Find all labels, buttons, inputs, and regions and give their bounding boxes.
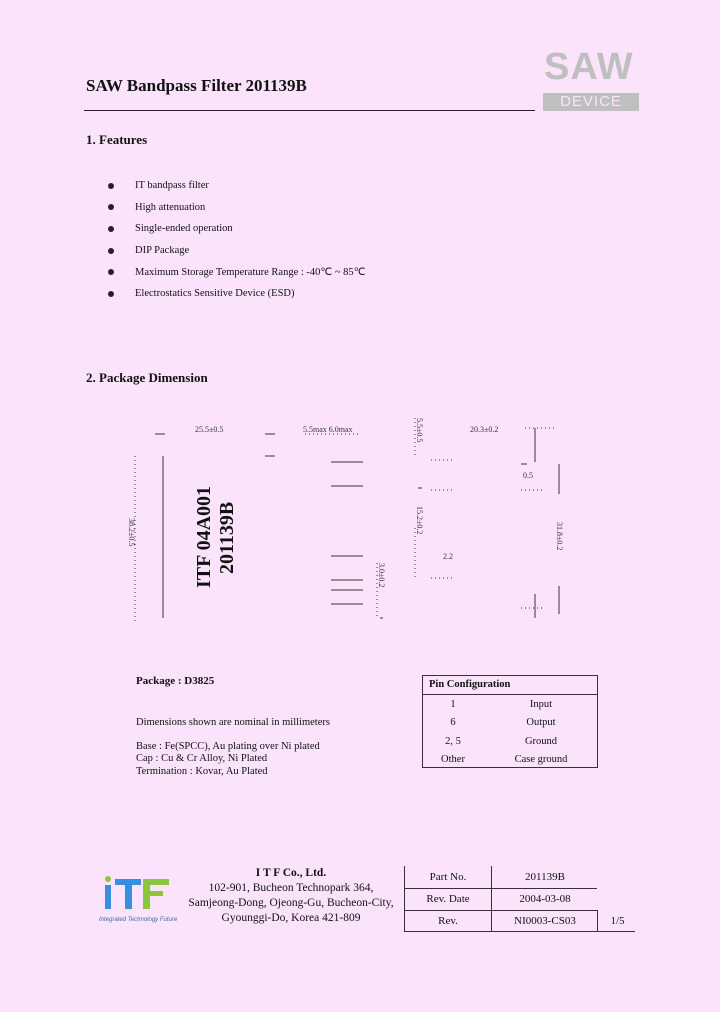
dim-pin-pitch-label: 15.2±0.2 xyxy=(415,506,424,535)
page-number: 1/5 xyxy=(597,910,637,932)
dim-width-label: 25.5±0.5 xyxy=(195,425,224,434)
pin-number: 1 xyxy=(450,698,456,710)
part-marking-line2: 201139B xyxy=(216,501,238,574)
pin-number: 2, 5 xyxy=(445,735,461,747)
company-address xyxy=(180,866,402,926)
rev-date-label: Rev. Date xyxy=(426,893,470,905)
pin-number: 6 xyxy=(450,717,456,729)
bullet-icon xyxy=(108,291,114,297)
address-line: Gyounggi-Do, Korea 421-809 xyxy=(221,912,361,924)
saw-device-logo xyxy=(543,46,639,112)
table-row xyxy=(422,732,598,751)
bullet-icon xyxy=(108,226,114,232)
dim-lead-label: 20.3±0.2 xyxy=(470,425,499,434)
feature-item: Maximum Storage Temperature Range : -40℃ ~ 85℃ xyxy=(108,261,365,283)
address-line: Samjeong-Dong, Ojeong-Gu, Bucheon-City, xyxy=(188,897,394,909)
dim-right-label: 31.8±0.2 xyxy=(555,522,564,551)
rev-value: NI0003-CS03 xyxy=(491,910,598,932)
pin-config-title: Pin Configuration xyxy=(422,675,598,695)
pin-name: Input xyxy=(529,698,553,710)
logo-sub-text: DEVICE xyxy=(543,93,639,111)
pin-config-table xyxy=(422,675,598,769)
package-notes xyxy=(136,717,330,778)
feature-item: IT bandpass filter xyxy=(108,175,365,197)
package-label: Package : D3825 xyxy=(136,675,215,687)
table-row xyxy=(422,751,598,770)
table-row xyxy=(422,695,598,714)
feature-item: Single-ended operation xyxy=(108,218,365,240)
company-name: I T F Co., Ltd. xyxy=(255,867,327,879)
dim-pin-width-label: 2.2 xyxy=(443,552,453,561)
note-line: Termination : Kovar, Au Plated xyxy=(136,765,268,777)
pin-name: Ground xyxy=(524,735,558,747)
page-title: SAW Bandpass Filter 201139B xyxy=(86,76,307,95)
dim-small-label: 3.0±0.2 xyxy=(377,563,386,588)
itf-logo xyxy=(99,873,179,925)
feature-item: Electrostatics Sensitive Device (ESD) xyxy=(108,283,365,305)
bullet-icon xyxy=(108,248,114,254)
note-line: Dimensions shown are nominal in millimeters xyxy=(136,717,330,728)
package-dimension-heading: 2. Package Dimension xyxy=(86,370,208,385)
part-no-label: Part No. xyxy=(429,871,467,883)
address-line: 102-901, Bucheon Technopark 364, xyxy=(208,882,374,894)
feature-item: DIP Package xyxy=(108,240,365,262)
itf-tagline: Integrated Technology Future xyxy=(99,917,178,923)
dim-thickness-label: 5.5max 6.0max xyxy=(303,425,353,434)
table-row xyxy=(422,714,598,733)
pin-name: Output xyxy=(526,717,556,729)
title-divider xyxy=(84,110,535,111)
features-list xyxy=(108,175,365,305)
note-line: Cap : Cu & Cr Alloy, Ni Plated xyxy=(136,753,268,764)
bullet-icon xyxy=(108,183,114,189)
dim-note-label: 0.5 xyxy=(523,471,533,480)
bullet-icon xyxy=(108,269,114,275)
note-line: Base : Fe(SPCC), Au plating over Ni plated xyxy=(136,740,320,752)
part-no-value: 201139B xyxy=(491,866,598,888)
dim-height-label: 38.2±0.5 xyxy=(127,518,136,547)
features-heading: 1. Features xyxy=(86,132,148,147)
rev-date-value: 2004-03-08 xyxy=(491,888,598,910)
part-no-row xyxy=(405,866,597,889)
rev-label: Rev. xyxy=(438,915,458,927)
rev-row xyxy=(405,910,636,932)
part-marking-line1: ITF 04A001 xyxy=(193,485,215,588)
package-dimension-drawing xyxy=(125,418,575,630)
logo-main-text: SAW xyxy=(544,46,634,88)
rev-date-row xyxy=(405,888,597,911)
feature-item: High attenuation xyxy=(108,197,365,219)
pin-name: Case ground xyxy=(514,754,568,766)
bullet-icon xyxy=(108,204,114,210)
pin-number: Other xyxy=(441,754,465,766)
dim-pin-length-label: 5.5±0.5 xyxy=(415,418,424,443)
document-info-block xyxy=(404,866,635,932)
